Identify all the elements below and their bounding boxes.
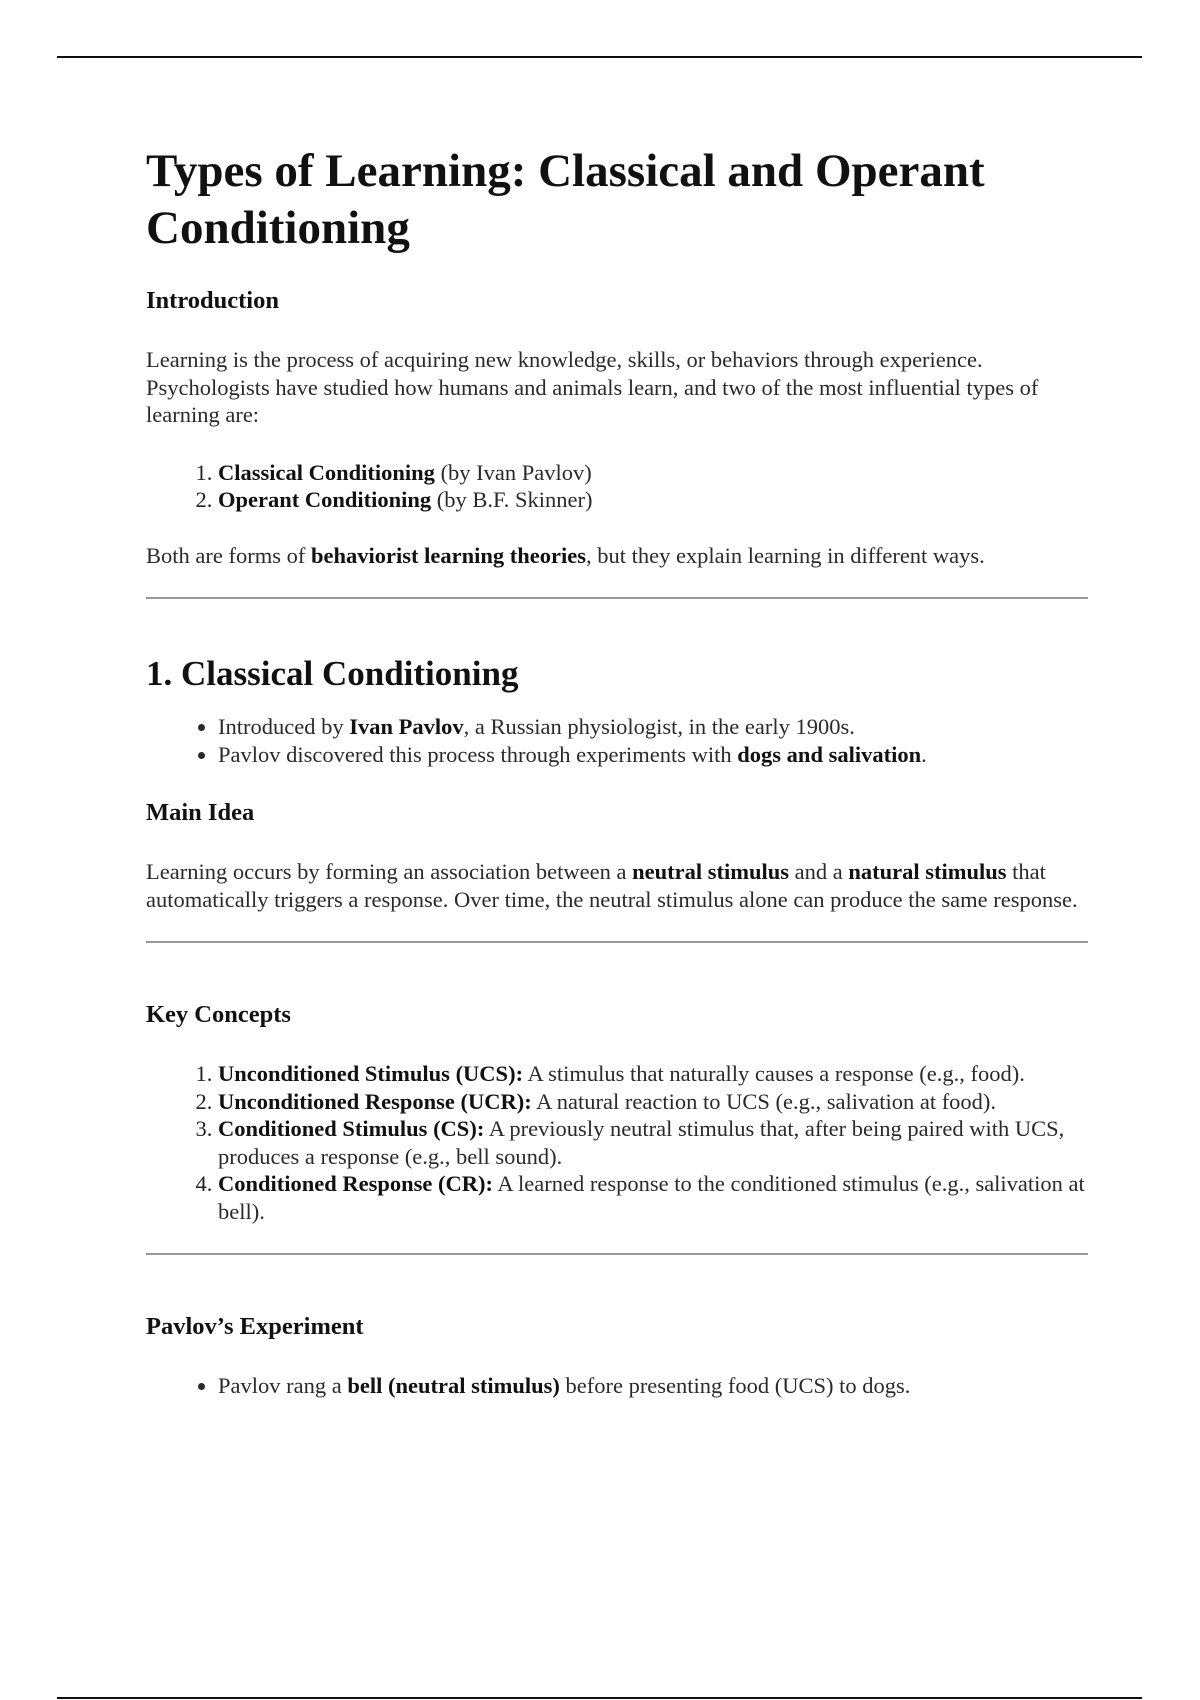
main-idea-paragraph: Learning occurs by forming an association between a neutral stimulus and a natural stimulus that automatically triggers a response. Over time, the neutral stimulus alone can produce the same response.	[146, 859, 1078, 912]
document-body	[146, 143, 1088, 1400]
list-item: 2. Unconditioned Response (UCR): A natural reaction to UCS (e.g., salivation at food).	[218, 1088, 1088, 1116]
experiment-bullets	[146, 1372, 1088, 1400]
document-title: Types of Learning: Classical and Operant Conditioning	[146, 145, 985, 254]
intro-paragraph: Learning is the process of acquiring new knowledge, skills, or behaviors through experience. Psychologists have studied how humans and animals learn, and two of the most influential types of learning are:	[146, 347, 1039, 427]
learning-types-list	[146, 459, 1088, 514]
page-bottom-rule	[57, 1697, 1142, 1699]
main-idea-heading: Main Idea	[146, 799, 255, 826]
list-item: • Pavlov rang a bell (neutral stimulus) before presenting food (UCS) to dogs.	[218, 1372, 1088, 1400]
page-top-rule	[57, 56, 1142, 58]
intro-heading: Introduction	[146, 287, 279, 314]
classical-bullets	[146, 713, 1088, 768]
list-item: • Pavlov discovered this process through experiments with dogs and salivation.	[218, 741, 1088, 769]
list-item: • Introduced by Ivan Pavlov, a Russian physiologist, in the early 1900s.	[218, 713, 1088, 741]
list-item: 1. Unconditioned Stimulus (UCS): A stimulus that naturally causes a response (e.g., food).	[218, 1060, 1088, 1088]
key-concepts-list	[146, 1060, 1088, 1225]
list-item: 1. Classical Conditioning (by Ivan Pavlov)	[218, 459, 1088, 487]
list-item: 3. Conditioned Stimulus (CS): A previously neutral stimulus that, after being paired with UCS, produces a response (e.g., bell sound).	[218, 1115, 1088, 1170]
key-concepts-heading: Key Concepts	[146, 1001, 291, 1028]
list-item: 2. Operant Conditioning (by B.F. Skinner)	[218, 486, 1088, 514]
list-item: 4. Conditioned Response (CR): A learned response to the conditioned stimulus (e.g., salivation at bell).	[218, 1170, 1088, 1225]
experiment-heading: Pavlov’s Experiment	[146, 1313, 364, 1340]
classical-heading: 1. Classical Conditioning	[146, 654, 519, 693]
intro-summary: Both are forms of behaviorist learning theories, but they explain learning in different ways.	[146, 542, 985, 568]
